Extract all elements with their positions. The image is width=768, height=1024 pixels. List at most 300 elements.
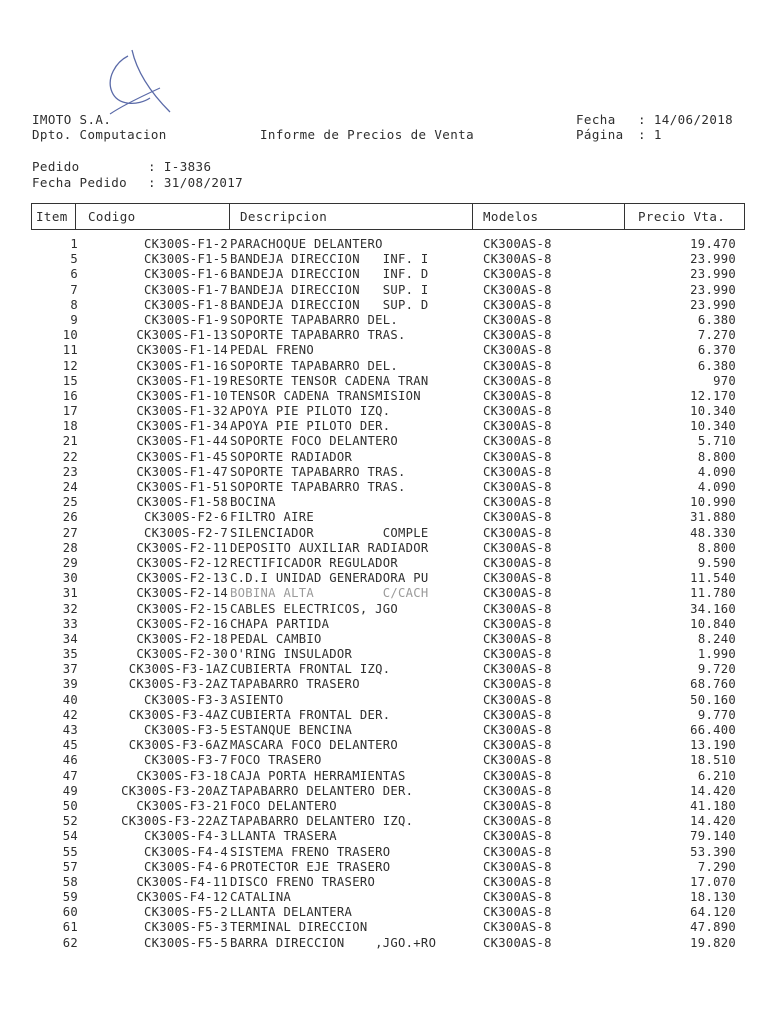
row-code: CK300S-F1-32 [136, 404, 228, 419]
row-description: LLANTA DELANTERA [230, 905, 353, 920]
row-code: CK300S-F1-14 [136, 343, 228, 358]
row-code: CK300S-F3-22AZ [121, 814, 228, 829]
header-precio: Precio Vta. [638, 209, 726, 224]
row-price: 66.400 [690, 723, 736, 737]
table-row [0, 556, 768, 571]
row-model: CK300AS-8 [483, 237, 552, 251]
row-item-number: 59 [62, 890, 78, 905]
table-row [0, 313, 768, 328]
row-description: RESORTE TENSOR CADENA TRAN [230, 373, 429, 388]
row-model: CK300AS-8 [483, 495, 552, 510]
row-description: BANDEJA DIRECCION SUP. I [230, 282, 429, 297]
row-item-number: 42 [62, 707, 78, 722]
row-item-number: 61 [62, 920, 78, 935]
table-row [0, 374, 768, 389]
report-title: Informe de Precios de Venta [260, 127, 474, 142]
row-price: 970 [713, 373, 736, 388]
row-description: CABLES ELECTRICOS, JGO [230, 601, 399, 616]
row-price: 7.270 [697, 328, 736, 343]
row-code: CK300S-F1-44 [136, 434, 228, 449]
header-descripcion: Descripcion [240, 209, 328, 224]
row-price: 41.180 [690, 798, 736, 813]
row-model: CK300AS-8 [483, 282, 552, 297]
row-model: CK300AS-8 [483, 768, 552, 783]
row-description: FOCO TRASERO [230, 753, 322, 768]
row-price: 48.330 [690, 525, 736, 540]
row-item-number: 46 [62, 753, 78, 768]
table-row [0, 814, 768, 829]
row-price: 4.090 [697, 464, 736, 479]
row-price: 6.370 [697, 343, 736, 358]
table-row [0, 328, 768, 343]
row-model: CK300AS-8 [483, 555, 552, 570]
row-description: SILENCIADOR COMPLE [230, 525, 429, 540]
row-code: CK300S-F1-2 [143, 237, 228, 251]
row-code: CK300S-F2-16 [136, 616, 228, 631]
row-description: BARRA DIRECCION ,JGO.+RO [230, 935, 437, 950]
row-item-number: 45 [62, 738, 78, 753]
row-description: SOPORTE FOCO DELANTERO [230, 434, 399, 449]
row-model: CK300AS-8 [483, 616, 552, 631]
row-description: ASIENTO [230, 692, 284, 707]
row-item-number: 25 [62, 495, 78, 510]
row-description: PEDAL FRENO [230, 343, 315, 358]
row-code: CK300S-F1-10 [136, 388, 228, 403]
row-price: 19.470 [690, 237, 736, 251]
pedido-value: : I-3836 [148, 159, 212, 174]
row-price: 10.340 [690, 404, 736, 419]
row-description: SOPORTE TAPABARRO TRAS. [230, 480, 406, 494]
row-code: CK300S-F1-13 [136, 328, 228, 343]
table-row [0, 784, 768, 799]
row-code: CK300S-F1-5 [143, 252, 228, 267]
row-item-number: 5 [70, 252, 78, 267]
row-code: CK300S-F2-12 [136, 555, 228, 570]
row-description: BOBINA ALTA C/CACH [230, 586, 429, 601]
department-name: Dpto. Computacion [32, 127, 167, 142]
row-item-number: 43 [62, 723, 78, 737]
table-row [0, 359, 768, 374]
row-price: 8.800 [697, 540, 736, 555]
table-row [0, 693, 768, 708]
row-description: CATALINA [230, 890, 292, 905]
row-item-number: 21 [62, 434, 78, 449]
row-price: 1.990 [697, 647, 736, 662]
fecha-label: Fecha [576, 112, 616, 127]
row-description: CUBIERTA FRONTAL DER. [230, 707, 391, 722]
row-model: CK300AS-8 [483, 571, 552, 586]
row-description: CAJA PORTA HERRAMIENTAS [230, 768, 406, 783]
row-model: CK300AS-8 [483, 419, 552, 434]
header-item: Item [36, 209, 68, 224]
row-price: 23.990 [690, 267, 736, 282]
row-model: CK300AS-8 [483, 874, 552, 889]
row-model: CK300AS-8 [483, 692, 552, 707]
row-item-number: 1 [70, 237, 78, 251]
row-description: DEPOSITO AUXILIAR RADIADOR [230, 540, 429, 555]
row-item-number: 28 [62, 540, 78, 555]
header-divider [229, 204, 230, 229]
row-item-number: 39 [62, 677, 78, 692]
row-code: CK300S-F3-5 [143, 723, 228, 737]
row-price: 79.140 [690, 829, 736, 844]
table-row [0, 404, 768, 419]
table-row [0, 723, 768, 738]
row-model: CK300AS-8 [483, 373, 552, 388]
row-code: CK300S-F1-16 [136, 358, 228, 373]
table-row [0, 571, 768, 586]
row-code: CK300S-F3-2AZ [128, 677, 228, 692]
row-item-number: 26 [62, 510, 78, 525]
row-item-number: 12 [62, 358, 78, 373]
row-model: CK300AS-8 [483, 297, 552, 312]
row-code: CK300S-F3-3 [143, 692, 228, 707]
table-row [0, 920, 768, 935]
row-model: CK300AS-8 [483, 890, 552, 905]
row-description: PEDAL CAMBIO [230, 631, 322, 646]
table-row [0, 875, 768, 890]
row-item-number: 34 [62, 631, 78, 646]
table-row [0, 677, 768, 692]
row-item-number: 62 [62, 935, 78, 950]
row-code: CK300S-F1-7 [143, 282, 228, 297]
row-item-number: 17 [62, 404, 78, 419]
row-code: CK300S-F1-9 [143, 312, 228, 327]
row-description: BOCINA [230, 495, 276, 510]
row-model: CK300AS-8 [483, 267, 552, 282]
row-model: CK300AS-8 [483, 464, 552, 479]
header-modelos: Modelos [483, 209, 539, 224]
row-code: CK300S-F1-58 [136, 495, 228, 510]
row-price: 8.240 [697, 631, 736, 646]
row-item-number: 7 [70, 282, 78, 297]
row-code: CK300S-F1-34 [136, 419, 228, 434]
table-row [0, 662, 768, 677]
table-row [0, 419, 768, 434]
row-price: 10.990 [690, 495, 736, 510]
row-price: 4.090 [697, 480, 736, 494]
row-item-number: 40 [62, 692, 78, 707]
row-price: 23.990 [690, 297, 736, 312]
pedido-label: Pedido [32, 159, 80, 174]
table-row [0, 905, 768, 920]
row-description: SOPORTE TAPABARRO TRAS. [230, 464, 406, 479]
row-description: BANDEJA DIRECCION INF. I [230, 252, 429, 267]
row-price: 10.840 [690, 616, 736, 631]
row-model: CK300AS-8 [483, 434, 552, 449]
row-code: CK300S-F2-7 [143, 525, 228, 540]
row-price: 23.990 [690, 252, 736, 267]
row-description: SISTEMA FRENO TRASERO [230, 844, 391, 859]
row-description: TAPABARRO DELANTERO IZQ. [230, 814, 414, 829]
row-item-number: 33 [62, 616, 78, 631]
row-model: CK300AS-8 [483, 328, 552, 343]
table-row [0, 769, 768, 784]
row-code: CK300S-F4-4 [143, 844, 228, 859]
row-price: 11.540 [690, 571, 736, 586]
row-item-number: 15 [62, 373, 78, 388]
row-item-number: 35 [62, 647, 78, 662]
table-row [0, 738, 768, 753]
row-model: CK300AS-8 [483, 738, 552, 753]
row-model: CK300AS-8 [483, 783, 552, 798]
table-row [0, 389, 768, 404]
row-model: CK300AS-8 [483, 358, 552, 373]
table-row [0, 480, 768, 495]
row-item-number: 18 [62, 419, 78, 434]
row-description: APOYA PIE PILOTO IZQ. [230, 404, 391, 419]
row-price: 8.800 [697, 449, 736, 464]
table-row [0, 860, 768, 875]
table-row [0, 632, 768, 647]
row-price: 34.160 [690, 601, 736, 616]
row-description: SOPORTE RADIADOR [230, 449, 353, 464]
row-model: CK300AS-8 [483, 905, 552, 920]
row-item-number: 31 [62, 586, 78, 601]
row-item-number: 52 [62, 814, 78, 829]
row-item-number: 54 [62, 829, 78, 844]
row-code: CK300S-F3-1AZ [128, 662, 228, 677]
table-row [0, 252, 768, 267]
row-code: CK300S-F5-3 [143, 920, 228, 935]
row-description: RECTIFICADOR REGULADOR [230, 555, 399, 570]
fecha-value: : 14/06/2018 [638, 112, 734, 127]
row-code: CK300S-F4-3 [143, 829, 228, 844]
row-code: CK300S-F3-7 [143, 753, 228, 768]
row-model: CK300AS-8 [483, 647, 552, 662]
table-row [0, 465, 768, 480]
row-item-number: 16 [62, 388, 78, 403]
row-model: CK300AS-8 [483, 480, 552, 494]
row-code: CK300S-F1-47 [136, 464, 228, 479]
row-item-number: 9 [70, 312, 78, 327]
row-code: CK300S-F1-19 [136, 373, 228, 388]
row-item-number: 8 [70, 297, 78, 312]
row-price: 47.890 [690, 920, 736, 935]
table-row [0, 845, 768, 860]
row-description: MASCARA FOCO DELANTERO [230, 738, 399, 753]
row-code: CK300S-F3-18 [136, 768, 228, 783]
row-model: CK300AS-8 [483, 859, 552, 874]
row-price: 7.290 [697, 859, 736, 874]
row-model: CK300AS-8 [483, 723, 552, 737]
row-description: PROTECTOR EJE TRASERO [230, 859, 391, 874]
header-divider [624, 204, 625, 229]
table-row [0, 586, 768, 601]
row-price: 14.420 [690, 783, 736, 798]
row-description: SOPORTE TAPABARRO DEL. [230, 312, 399, 327]
row-code: CK300S-F3-6AZ [128, 738, 228, 753]
row-model: CK300AS-8 [483, 677, 552, 692]
row-item-number: 60 [62, 905, 78, 920]
row-model: CK300AS-8 [483, 935, 552, 950]
row-code: CK300S-F2-14 [136, 586, 228, 601]
row-code: CK300S-F2-13 [136, 571, 228, 586]
row-item-number: 24 [62, 480, 78, 494]
table-row [0, 647, 768, 662]
row-price: 10.340 [690, 419, 736, 434]
table-row [0, 890, 768, 905]
row-price: 19.820 [690, 935, 736, 950]
row-item-number: 6 [70, 267, 78, 282]
table-row [0, 237, 768, 252]
row-code: CK300S-F4-6 [143, 859, 228, 874]
row-code: CK300S-F2-18 [136, 631, 228, 646]
row-description: TAPABARRO DELANTERO DER. [230, 783, 414, 798]
header-codigo: Codigo [88, 209, 136, 224]
row-code: CK300S-F1-45 [136, 449, 228, 464]
table-row [0, 708, 768, 723]
row-model: CK300AS-8 [483, 404, 552, 419]
table-row [0, 434, 768, 449]
table-row [0, 753, 768, 768]
table-row [0, 829, 768, 844]
row-model: CK300AS-8 [483, 388, 552, 403]
table-row [0, 602, 768, 617]
pagina-label: Página [576, 127, 624, 142]
row-item-number: 58 [62, 874, 78, 889]
header-divider [472, 204, 473, 229]
row-code: CK300S-F2-6 [143, 510, 228, 525]
row-description: O'RING INSULADOR [230, 647, 353, 662]
row-model: CK300AS-8 [483, 312, 552, 327]
row-model: CK300AS-8 [483, 844, 552, 859]
row-price: 23.990 [690, 282, 736, 297]
table-row [0, 267, 768, 282]
row-code: CK300S-F5-5 [143, 935, 228, 950]
row-code: CK300S-F1-51 [136, 480, 228, 494]
row-description: CUBIERTA FRONTAL IZQ. [230, 662, 391, 677]
row-price: 18.510 [690, 753, 736, 768]
row-code: CK300S-F4-11 [136, 874, 228, 889]
row-price: 13.190 [690, 738, 736, 753]
row-item-number: 37 [62, 662, 78, 677]
row-price: 9.770 [697, 707, 736, 722]
row-code: CK300S-F5-2 [143, 905, 228, 920]
row-price: 18.130 [690, 890, 736, 905]
row-price: 6.380 [697, 358, 736, 373]
row-price: 17.070 [690, 874, 736, 889]
table-row [0, 495, 768, 510]
row-model: CK300AS-8 [483, 525, 552, 540]
row-model: CK300AS-8 [483, 601, 552, 616]
row-item-number: 11 [62, 343, 78, 358]
row-price: 68.760 [690, 677, 736, 692]
header-divider [75, 204, 76, 229]
row-description: APOYA PIE PILOTO DER. [230, 419, 391, 434]
row-price: 11.780 [690, 586, 736, 601]
row-model: CK300AS-8 [483, 449, 552, 464]
row-model: CK300AS-8 [483, 829, 552, 844]
row-model: CK300AS-8 [483, 631, 552, 646]
table-row [0, 936, 768, 951]
row-description: BANDEJA DIRECCION SUP. D [230, 297, 429, 312]
row-description: BANDEJA DIRECCION INF. D [230, 267, 429, 282]
table-row [0, 617, 768, 632]
row-model: CK300AS-8 [483, 753, 552, 768]
row-code: CK300S-F2-15 [136, 601, 228, 616]
table-row [0, 526, 768, 541]
company-name: IMOTO S.A. [32, 112, 112, 127]
row-code: CK300S-F4-12 [136, 890, 228, 905]
row-description: CHAPA PARTIDA [230, 616, 330, 631]
row-model: CK300AS-8 [483, 586, 552, 601]
row-description: TENSOR CADENA TRANSMISION [230, 388, 421, 403]
row-price: 50.160 [690, 692, 736, 707]
row-code: CK300S-F2-11 [136, 540, 228, 555]
row-item-number: 32 [62, 601, 78, 616]
row-description: SOPORTE TAPABARRO TRAS. [230, 328, 406, 343]
row-description: PARACHOQUE DELANTERO [230, 237, 383, 251]
table-body [0, 237, 768, 951]
row-price: 31.880 [690, 510, 736, 525]
row-item-number: 30 [62, 571, 78, 586]
table-row [0, 510, 768, 525]
table-row [0, 343, 768, 358]
row-description: C.D.I UNIDAD GENERADORA PU [230, 571, 429, 586]
row-description: SOPORTE TAPABARRO DEL. [230, 358, 399, 373]
row-description: FOCO DELANTERO [230, 798, 337, 813]
row-code: CK300S-F3-20AZ [121, 783, 228, 798]
table-row [0, 799, 768, 814]
row-item-number: 10 [62, 328, 78, 343]
row-item-number: 50 [62, 798, 78, 813]
row-item-number: 57 [62, 859, 78, 874]
row-model: CK300AS-8 [483, 707, 552, 722]
row-price: 6.210 [697, 768, 736, 783]
pagina-value: : 1 [638, 127, 662, 142]
fecha-pedido-value: : 31/08/2017 [148, 175, 244, 190]
row-model: CK300AS-8 [483, 252, 552, 267]
row-price: 9.590 [697, 555, 736, 570]
table-row [0, 298, 768, 313]
table-row [0, 450, 768, 465]
row-item-number: 47 [62, 768, 78, 783]
row-code: CK300S-F3-21 [136, 798, 228, 813]
table-header [31, 203, 745, 230]
row-price: 12.170 [690, 388, 736, 403]
row-item-number: 49 [62, 783, 78, 798]
row-description: FILTRO AIRE [230, 510, 315, 525]
row-item-number: 29 [62, 555, 78, 570]
row-price: 64.120 [690, 905, 736, 920]
row-code: CK300S-F3-4AZ [128, 707, 228, 722]
row-model: CK300AS-8 [483, 814, 552, 829]
table-row [0, 541, 768, 556]
row-description: ESTANQUE BENCINA [230, 723, 353, 737]
row-description: TERMINAL DIRECCION [230, 920, 368, 935]
row-model: CK300AS-8 [483, 540, 552, 555]
row-description: DISCO FRENO TRASERO [230, 874, 376, 889]
row-model: CK300AS-8 [483, 510, 552, 525]
table-row [0, 283, 768, 298]
row-code: CK300S-F2-30 [136, 647, 228, 662]
row-description: LLANTA TRASERA [230, 829, 337, 844]
row-model: CK300AS-8 [483, 920, 552, 935]
row-code: CK300S-F1-8 [143, 297, 228, 312]
row-price: 14.420 [690, 814, 736, 829]
row-model: CK300AS-8 [483, 798, 552, 813]
row-item-number: 55 [62, 844, 78, 859]
row-price: 6.380 [697, 312, 736, 327]
row-item-number: 23 [62, 464, 78, 479]
row-price: 53.390 [690, 844, 736, 859]
row-code: CK300S-F1-6 [143, 267, 228, 282]
row-price: 9.720 [697, 662, 736, 677]
row-item-number: 27 [62, 525, 78, 540]
row-model: CK300AS-8 [483, 662, 552, 677]
row-description: TAPABARRO TRASERO [230, 677, 360, 692]
